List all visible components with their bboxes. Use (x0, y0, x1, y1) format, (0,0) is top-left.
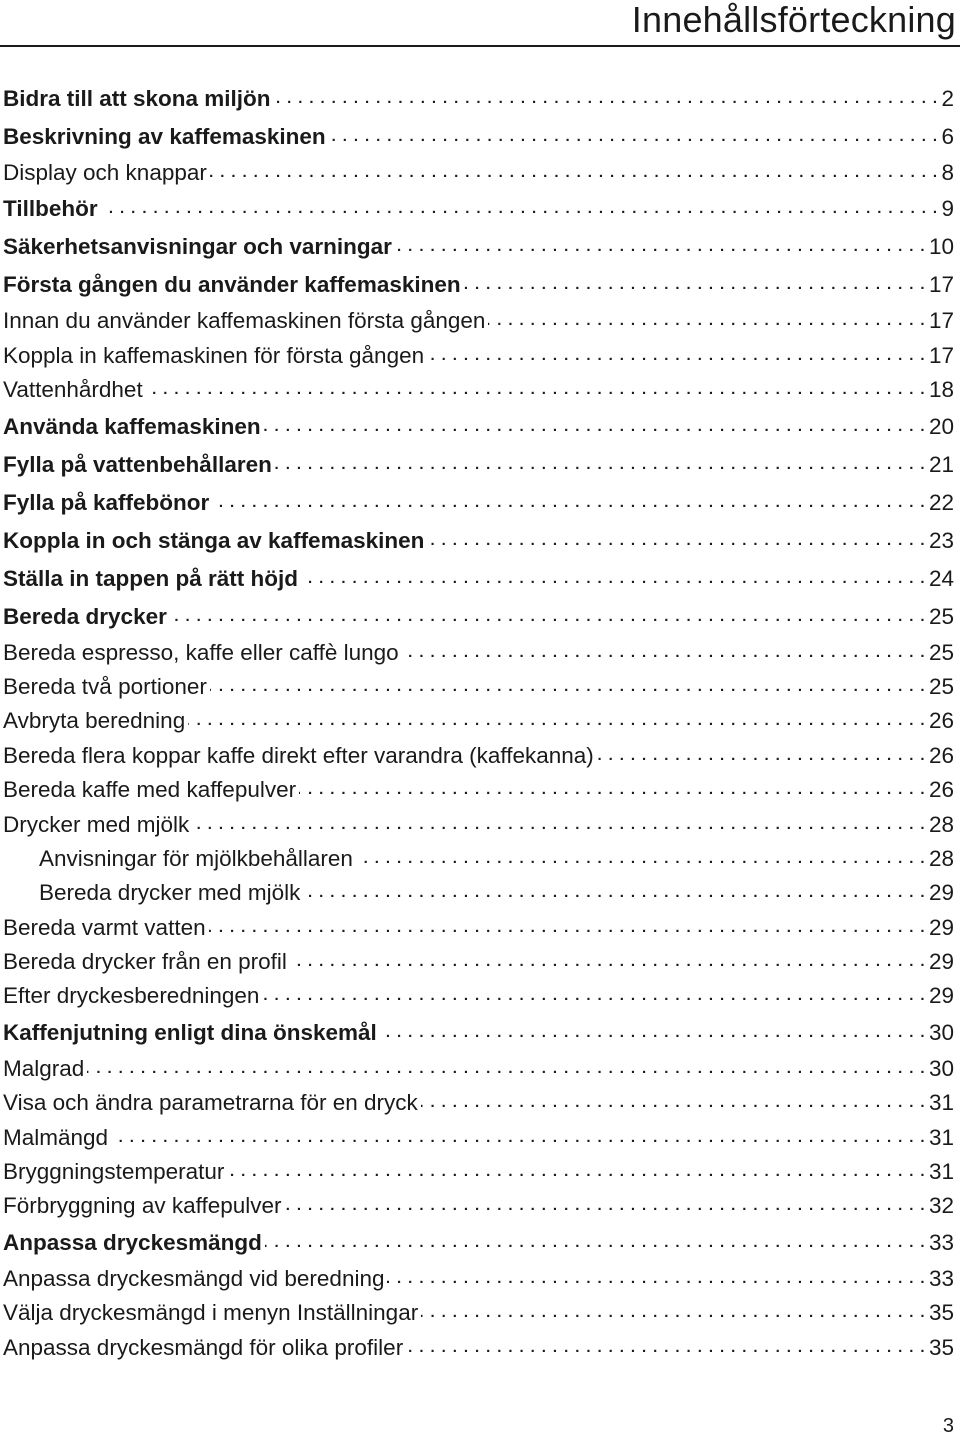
toc-entry[interactable] (3, 1155, 954, 1189)
toc-entry-label: Välja dryckesmängd i menyn Inställningar (3, 1300, 419, 1326)
dot-leader (209, 912, 926, 935)
dot-leader (421, 1088, 926, 1111)
toc-entry-page: 30 (928, 1019, 954, 1045)
toc-entry-page: 18 (928, 377, 954, 403)
table-of-contents (3, 80, 954, 1365)
toc-entry[interactable] (3, 339, 954, 373)
dot-leader (146, 375, 926, 398)
dot-leader (402, 637, 926, 660)
toc-entry[interactable] (3, 266, 954, 304)
toc-entry-page: 20 (928, 413, 954, 439)
toc-entry-label: Bidra till att skona miljön (3, 86, 271, 111)
toc-entry[interactable] (3, 1189, 954, 1223)
toc-entry-label: Tillbehör (3, 196, 98, 222)
toc-entry-page: 33 (928, 1265, 954, 1291)
dot-leader (303, 878, 926, 901)
dot-leader (111, 1122, 926, 1145)
toc-entry-page: 17 (928, 342, 954, 368)
toc-entry-page: 28 (928, 811, 954, 837)
toc-entry[interactable] (3, 911, 954, 945)
toc-entry-label: Bereda flera koppar kaffe direkt efter varandra (kaffekanna) (3, 742, 594, 768)
dot-leader (262, 981, 926, 1004)
dot-leader (265, 1227, 926, 1250)
toc-entry-label: Anvisningar för mjölkbehållaren (39, 845, 353, 871)
toc-entry-page: 21 (928, 451, 954, 477)
toc-entry[interactable] (3, 484, 954, 522)
dot-leader (597, 740, 926, 763)
dot-leader (464, 270, 926, 293)
toc-entry[interactable] (3, 560, 954, 598)
toc-entry-label: Fylla på kaffebönor (3, 489, 210, 515)
toc-entry-page: 22 (928, 489, 954, 515)
toc-entry-label: Efter dryckesberedningen (3, 983, 260, 1009)
toc-entry-page: 30 (928, 1055, 954, 1081)
toc-entry-label: Bereda drycker (3, 603, 167, 629)
toc-entry-label: Bereda drycker med mjölk (39, 880, 301, 906)
toc-entry-label: Drycker med mjölk (3, 811, 190, 837)
toc-entry-label: Säkerhetsanvisningar och varningar (3, 234, 392, 260)
toc-entry[interactable] (3, 1296, 954, 1330)
dot-leader (274, 84, 939, 107)
toc-entry-label: Display och knappar (3, 160, 207, 185)
toc-entry[interactable] (3, 979, 954, 1013)
toc-entry[interactable] (3, 408, 954, 446)
toc-entry-label: Koppla in och stänga av kaffemaskinen (3, 527, 425, 553)
page-title: Innehållsförteckning (631, 0, 956, 40)
toc-entry-label: Beskrivning av kaffemaskinen (3, 124, 326, 149)
dot-leader (210, 158, 939, 181)
toc-entry[interactable] (3, 228, 954, 266)
toc-entry[interactable] (3, 636, 954, 670)
toc-entry-label: Avbryta beredning (3, 708, 186, 734)
dot-leader (188, 706, 926, 729)
toc-entry[interactable] (3, 1262, 954, 1296)
toc-entry-label: Malgrad (3, 1055, 85, 1081)
toc-entry[interactable] (3, 80, 954, 118)
toc-entry[interactable] (3, 156, 954, 190)
toc-entry[interactable] (3, 945, 954, 979)
dot-leader (275, 449, 926, 472)
toc-entry-label: Kaffenjutning enligt dina önskemål (3, 1019, 377, 1045)
toc-entry-label: Använda kaffemaskinen (3, 413, 261, 439)
dot-leader (356, 843, 926, 866)
dot-leader (427, 340, 926, 363)
toc-entry-page: 26 (928, 708, 954, 734)
dot-leader (285, 1191, 926, 1214)
toc-entry[interactable] (3, 1331, 954, 1365)
toc-entry[interactable] (3, 304, 954, 338)
dot-leader (427, 525, 926, 548)
toc-entry-page: 17 (928, 308, 954, 334)
toc-entry-page: 25 (928, 673, 954, 699)
dot-leader (87, 1053, 926, 1076)
toc-entry[interactable] (3, 704, 954, 738)
toc-entry-label: Fylla på vattenbehållaren (3, 451, 272, 477)
toc-entry[interactable] (3, 1086, 954, 1120)
toc-entry-page: 29 (928, 949, 954, 975)
toc-entry-page: 28 (928, 845, 954, 871)
toc-entry-label: Bryggningstemperatur (3, 1159, 225, 1185)
toc-entry-label: Bereda varmt vatten (3, 914, 206, 940)
toc-entry-label: Första gången du använder kaffemaskinen (3, 272, 461, 298)
toc-entry-label: Anpassa dryckesmängd (3, 1229, 262, 1255)
toc-entry-page: 29 (928, 880, 954, 906)
dot-leader (380, 1017, 926, 1040)
toc-entry[interactable] (3, 190, 954, 228)
toc-entry[interactable] (3, 446, 954, 484)
dot-leader (406, 1332, 926, 1355)
toc-entry-page: 24 (928, 565, 954, 591)
dot-leader (170, 601, 926, 624)
toc-entry[interactable] (3, 876, 954, 910)
toc-entry[interactable] (3, 1052, 954, 1086)
dot-leader (210, 671, 926, 694)
dot-leader (488, 306, 926, 329)
dot-leader (395, 232, 926, 255)
toc-entry-page: 31 (928, 1124, 954, 1150)
toc-entry[interactable] (3, 808, 954, 842)
toc-entry-label: Bereda espresso, kaffe eller caffè lungo (3, 639, 399, 665)
toc-entry-page: 35 (928, 1300, 954, 1326)
toc-entry-page: 29 (928, 983, 954, 1009)
toc-entry-label: Koppla in kaffemaskinen för första gången (3, 342, 425, 368)
toc-entry-label: Malmängd (3, 1124, 109, 1150)
dot-leader (290, 947, 926, 970)
toc-entry[interactable] (3, 1121, 954, 1155)
toc-entry-page: 10 (928, 234, 954, 260)
title-divider (0, 45, 960, 47)
dot-leader (227, 1157, 926, 1180)
toc-entry-label: Innan du använder kaffemaskinen första gången (3, 308, 486, 334)
toc-entry-page: 6 (941, 124, 954, 149)
toc-entry[interactable] (3, 598, 954, 636)
toc-entry-page: 31 (928, 1090, 954, 1116)
toc-entry[interactable] (3, 842, 954, 876)
toc-entry[interactable] (3, 118, 954, 156)
toc-entry[interactable] (3, 373, 954, 407)
toc-entry-page: 2 (941, 86, 954, 111)
toc-entry-page: 31 (928, 1159, 954, 1185)
dot-leader (421, 1298, 926, 1321)
toc-entry-page: 26 (928, 742, 954, 768)
dot-leader (212, 487, 926, 510)
dot-leader (264, 411, 926, 434)
toc-entry-page: 25 (928, 603, 954, 629)
toc-entry[interactable] (3, 522, 954, 560)
toc-entry-label: Förbryggning av kaffepulver (3, 1193, 282, 1219)
toc-entry-page: 25 (928, 639, 954, 665)
dot-leader (101, 194, 939, 217)
toc-entry-label: Vattenhårdhet (3, 377, 143, 403)
page-number: 3 (942, 1415, 954, 1437)
toc-entry-label: Anpassa dryckesmängd för olika profiler (3, 1334, 404, 1360)
dot-leader (387, 1263, 925, 1286)
dot-leader (192, 809, 926, 832)
toc-entry-page: 35 (928, 1334, 954, 1360)
toc-entry[interactable] (3, 739, 954, 773)
toc-entry-page: 33 (928, 1229, 954, 1255)
dot-leader (299, 775, 926, 798)
toc-entry-label: Visa och ändra parametrarna för en dryck (3, 1090, 418, 1116)
dot-leader (301, 563, 926, 586)
toc-entry-label: Anpassa dryckesmängd vid beredning (3, 1265, 385, 1291)
toc-entry[interactable] (3, 670, 954, 704)
toc-entry-page: 32 (928, 1193, 954, 1219)
toc-entry-page: 17 (928, 272, 954, 298)
toc-entry[interactable] (3, 1224, 954, 1262)
toc-entry-label: Ställa in tappen på rätt höjd (3, 565, 299, 591)
toc-entry-page: 8 (941, 160, 954, 185)
toc-entry-page: 29 (928, 914, 954, 940)
toc-entry[interactable] (3, 773, 954, 807)
toc-entry[interactable] (3, 1014, 954, 1052)
toc-entry-label: Bereda kaffe med kaffepulver (3, 777, 297, 803)
toc-entry-label: Bereda drycker från en profil (3, 949, 287, 975)
toc-entry-label: Bereda två portioner (3, 673, 207, 699)
toc-entry-page: 26 (928, 777, 954, 803)
dot-leader (329, 122, 939, 145)
toc-entry-page: 9 (941, 196, 954, 222)
toc-entry-page: 23 (928, 527, 954, 553)
